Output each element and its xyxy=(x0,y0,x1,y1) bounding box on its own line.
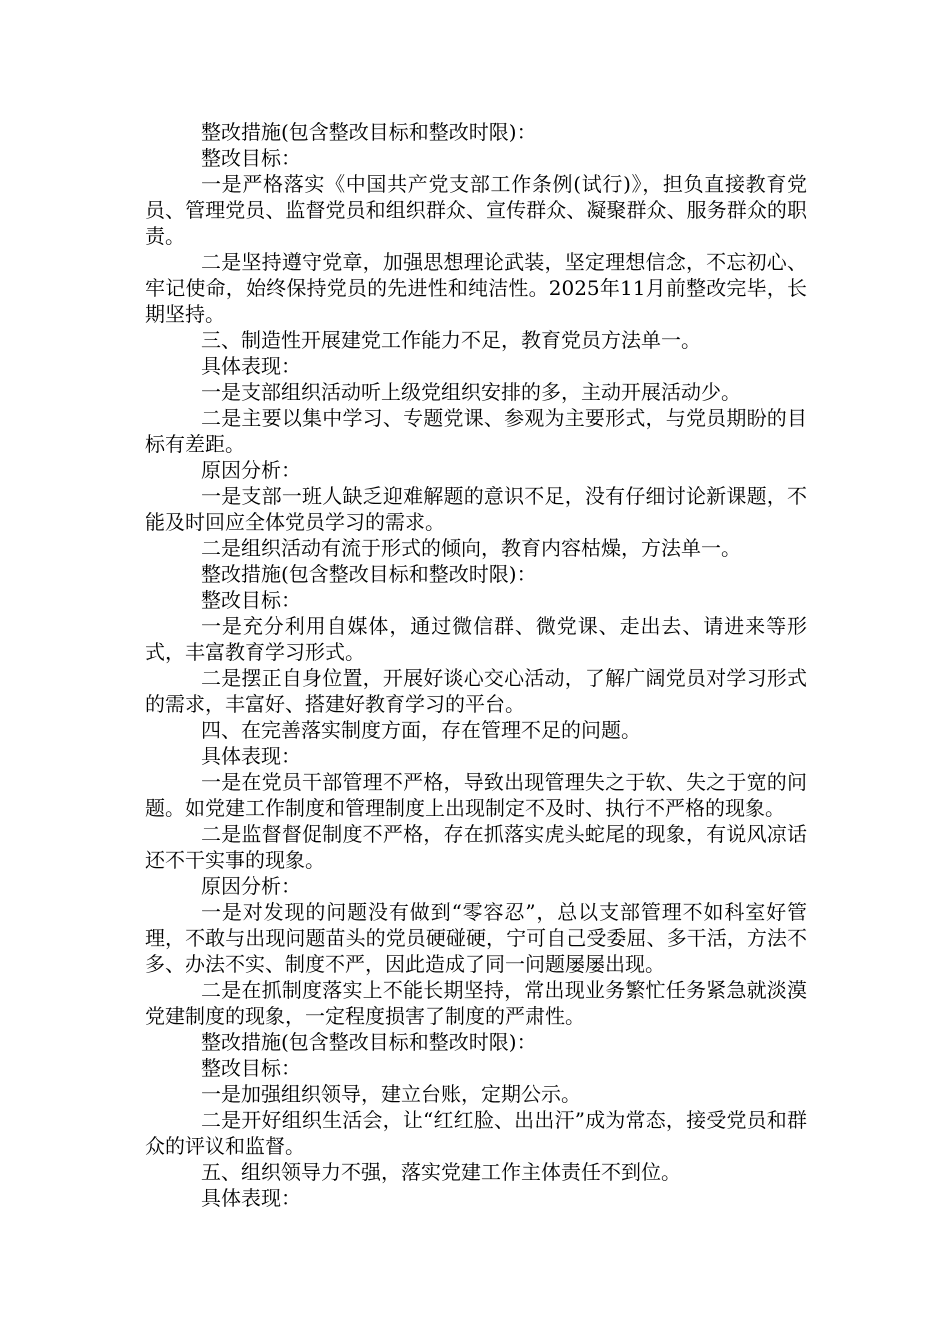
heading-specific-manifestations: 具体表现： xyxy=(201,744,301,768)
section-heading-three: 三、制造性开展建党工作能力不足，教育党员方法单一。 xyxy=(201,328,701,352)
heading-specific-manifestations: 具体表现： xyxy=(201,1186,301,1210)
section-heading-four: 四、在完善落实制度方面，存在管理不足的问题。 xyxy=(201,718,641,742)
paragraph: 一是严格落实《中国共产党支部工作条例(试行)》，担负直接教育党员、管理党员、监督党员和组织群众、宣传群众、凝聚群众、服务群众的职责。 xyxy=(145,172,807,248)
heading-rectification-goals: 整改目标： xyxy=(201,146,301,170)
section-heading-five: 五、组织领导力不强，落实党建工作主体责任不到位。 xyxy=(201,1160,681,1184)
paragraph: 二是监督督促制度不严格，存在抓落实虎头蛇尾的现象，有说风凉话还不干实事的现象。 xyxy=(145,822,807,872)
paragraph: 一是在党员干部管理不严格，导致出现管理失之于软、失之于宽的问题。如党建工作制度和管理制度上出现制定不及时、执行不严格的现象。 xyxy=(145,770,807,820)
paragraph: 一是支部一班人缺乏迎难解题的意识不足，没有仔细讨论新课题，不能及时回应全体党员学习的需求。 xyxy=(145,484,807,534)
heading-rectification-measures: 整改措施(包含整改目标和整改时限)： xyxy=(201,120,537,144)
paragraph: 二是开好组织生活会，让“红红脸、出出汗”成为常态，接受党员和群众的评议和监督。 xyxy=(145,1108,807,1158)
paragraph: 一是对发现的问题没有做到“零容忍”，总以支部管理不如科室好管理，不敢与出现问题苗头的党员硬碰硬，宁可自己受委屈、多干活，方法不多、办法不实、制度不严，因此造成了同一问题屡屡出现。 xyxy=(145,900,807,976)
heading-rectification-measures: 整改措施(包含整改目标和整改时限)： xyxy=(201,1030,537,1054)
paragraph: 二是在抓制度落实上不能长期坚持，常出现业务繁忙任务紧急就淡漠党建制度的现象，一定程度损害了制度的严肃性。 xyxy=(145,978,807,1028)
document-body xyxy=(145,119,807,1211)
heading-rectification-goals: 整改目标： xyxy=(201,1056,301,1080)
paragraph: 一是充分利用自媒体，通过微信群、微党课、走出去、请进来等形式，丰富教育学习形式。 xyxy=(145,614,807,664)
paragraph: 二是坚持遵守党章，加强思想理论武装，坚定理想信念，不忘初心、牢记使命，始终保持党员的先进性和纯洁性。2025年11月前整改完毕，长期坚持。 xyxy=(145,250,807,326)
heading-rectification-measures: 整改措施(包含整改目标和整改时限)： xyxy=(201,562,537,586)
heading-cause-analysis: 原因分析： xyxy=(201,458,301,482)
heading-cause-analysis: 原因分析： xyxy=(201,874,301,898)
heading-rectification-goals: 整改目标： xyxy=(201,588,301,612)
paragraph: 一是加强组织领导，建立台账，定期公示。 xyxy=(201,1082,581,1106)
paragraph: 二是组织活动有流于形式的倾向，教育内容枯燥，方法单一。 xyxy=(201,536,741,560)
paragraph: 二是主要以集中学习、专题党课、参观为主要形式，与党员期盼的目标有差距。 xyxy=(145,406,807,456)
heading-specific-manifestations: 具体表现： xyxy=(201,354,301,378)
paragraph: 二是摆正自身位置，开展好谈心交心活动，了解广阔党员对学习形式的需求，丰富好、搭建好教育学习的平台。 xyxy=(145,666,807,716)
paragraph: 一是支部组织活动听上级党组织安排的多，主动开展活动少。 xyxy=(201,380,741,404)
